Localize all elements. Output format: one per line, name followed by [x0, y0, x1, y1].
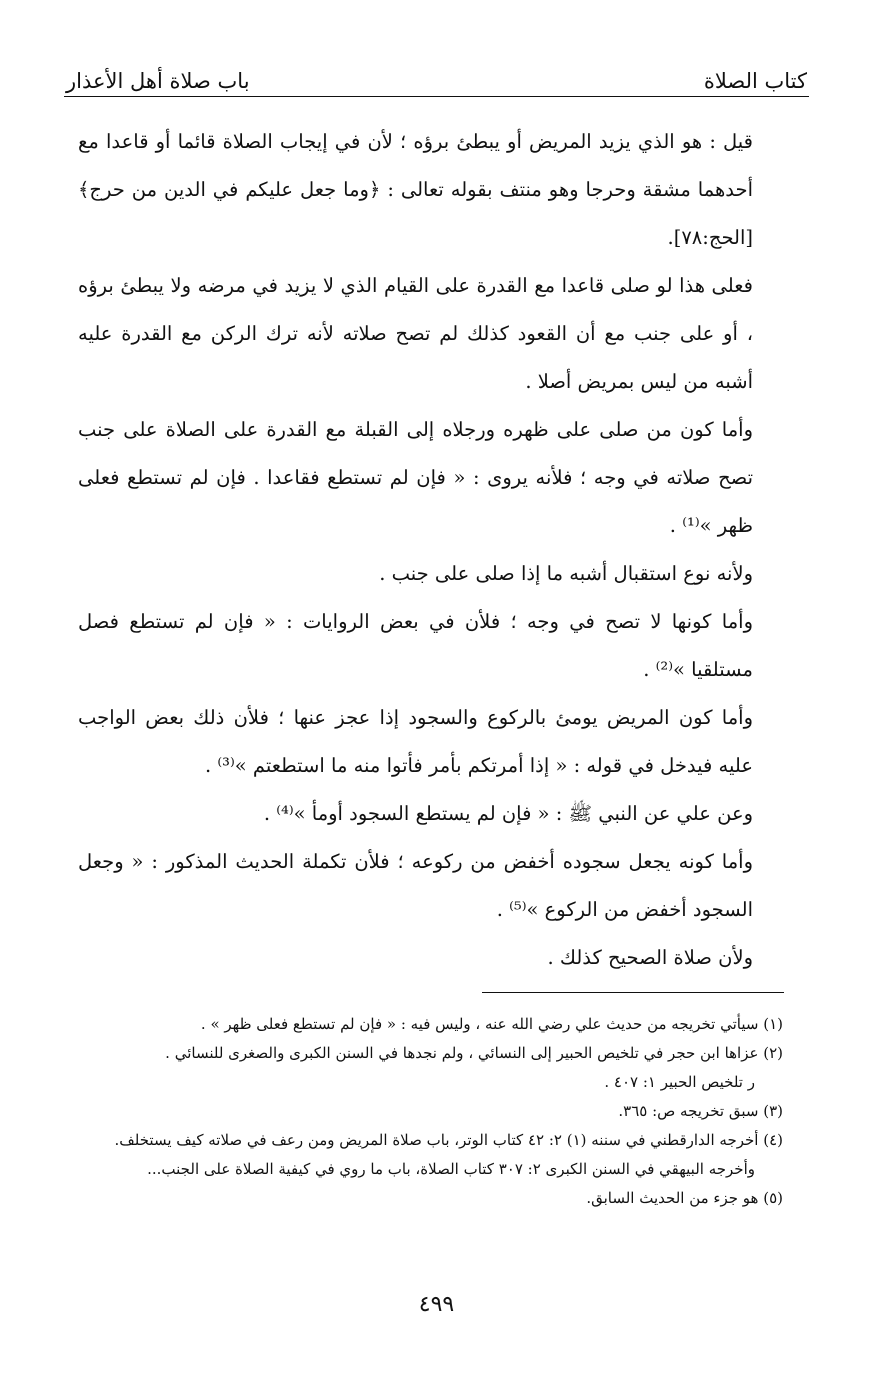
footnote: (١) سيأتي تخريجه من حديث علي رضي الله عنه ، وليس فيه : « فإن لم تستطع فعلى ظهر » .: [200, 1015, 783, 1033]
footnote-continuation: وأخرجه البيهقي في السنن الكبرى ٢: ٣٠٧ كتاب الصلاة، باب ما روي في كيفية الصلاة على الجنب...: [147, 1160, 755, 1178]
page-number: ٤٩٩: [418, 1292, 455, 1317]
footnote: (٥) هو جزء من الحديث السابق.: [586, 1189, 783, 1207]
book-title: كتاب الصلاة: [703, 69, 807, 93]
header-divider: [64, 96, 809, 97]
paragraph: وأما كونها لا تصح في وجه ؛ فلأن في بعض الروايات : « فإن لم تستطع فصل مستلقيا »⁽²⁾ .: [78, 610, 753, 681]
paragraph: قيل : هو الذي يزيد المريض أو يبطئ برؤه ؛ لأن في إيجاب الصلاة قائما أو قاعدا مع أحدهما مشقة وحرجا وهو منتف بقوله تعالى : ﴿وما جعل عليكم في الدين من حرج﴾ [الحج:٧٨].: [78, 130, 753, 249]
footnote: (٤) أخرجه الدارقطني في سننه (١) ٢: ٤٢ كتاب الوتر، باب صلاة المريض ومن رعف في صلاته كيف يستخلف.: [114, 1131, 783, 1149]
footnote-continuation: ر تلخيص الحبير ١: ٤٠٧ .: [604, 1073, 755, 1091]
main-text: [78, 118, 795, 982]
paragraph: فعلى هذا لو صلى قاعدا مع القدرة على القيام الذي لا يزيد في مرضه ولا يبطئ برؤه ، أو على جنب مع أن القعود كذلك لم تصح صلاته لأنه ترك الركن مع القدرة عليه أشبه من ليس بمريض أصلا .: [78, 274, 753, 393]
paragraph: وعن علي عن النبي ﷺ : « فإن لم يستطع السجود أومأ »⁽⁴⁾ .: [263, 802, 753, 825]
paragraph: ولأنه نوع استقبال أشبه ما إذا صلى على جنب .: [379, 562, 753, 585]
footnotes: [72, 1010, 783, 1213]
footnote-divider: [482, 992, 784, 993]
paragraph: ولأن صلاة الصحيح كذلك .: [547, 946, 753, 969]
footnote: (٢) عزاها ابن حجر في تلخيص الحبير إلى النسائي ، ولم نجدها في السنن الكبرى والصغرى للنسائي .: [165, 1044, 783, 1062]
paragraph: وأما كون من صلى على ظهره ورجلاه إلى القبلة مع القدرة على الصلاة على جنب تصح صلاته في وجه ؛ فلأنه يروى : « فإن لم تستطع فقاعدا . فإن لم تستطع فعلى ظهر »⁽¹⁾ .: [78, 418, 753, 537]
chapter-title: باب صلاة أهل الأعذار: [66, 69, 250, 93]
paragraph: وأما كونه يجعل سجوده أخفض من ركوعه ؛ فلأن تكملة الحديث المذكور : « وجعل السجود أخفض من الركوع »⁽⁵⁾ .: [78, 850, 753, 921]
footnote: (٣) سبق تخريجه ص: ٣٦٥.: [618, 1102, 783, 1120]
running-header: [66, 48, 807, 92]
paragraph: وأما كون المريض يومئ بالركوع والسجود إذا عجز عنها ؛ فلأن ذلك بعض الواجب عليه فيدخل في قوله : « إذا أمرتكم بأمر فأتوا منه ما استطعتم »⁽³⁾ .: [78, 706, 753, 777]
